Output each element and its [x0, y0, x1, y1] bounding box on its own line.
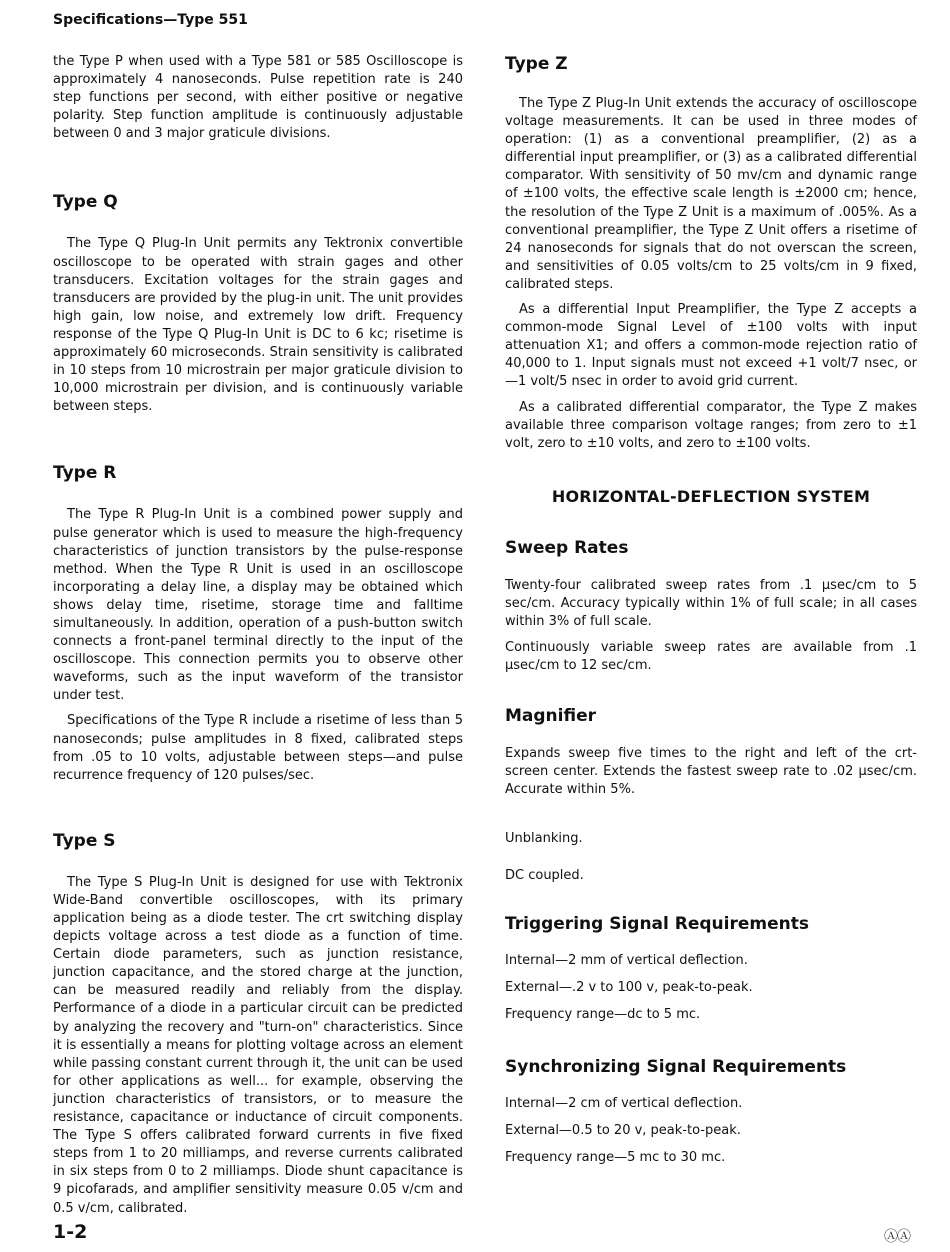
type-s-heading: Type S	[53, 830, 116, 851]
sweep-rates-paragraph-2: Continuously variable sweep rates are available from .1 μsec/cm to 12 sec/cm.	[505, 640, 917, 674]
type-z-paragraph-2: As a differential Input Preamplifier, the Type Z accepts a common-mode Signal Level of ±100 volts with input attenuation X1; and offers a common-mode rejection ratio of 40,000 to 1. Input signals must not exceed +1 volt/7 nsec, or —1 volt/5 nsec in order to avoid grid current.	[505, 302, 917, 390]
horizontal-deflection-heading: HORIZONTAL-DEFLECTION SYSTEM	[551, 486, 871, 506]
type-q-paragraph: The Type Q Plug-In Unit permits any Tektronix convertible oscilloscope to be operated with strain gages and other transducers. Excitation voltages for the strain gages and transducers are provided by the plug-in unit. The unit provides high gain, low noise, and extremely low drift. Frequency response of the Type Q Plug-In Unit is DC to 6 kc; risetime is approximately 60 microseconds. Strain sensitivity is calibrated in 10 steps from 10 microstrain per major graticule division to 10,000 microstrain per division, and is continuously variable between steps.	[53, 236, 463, 415]
tektronix-logo-icon: ⒶⒶ	[884, 1229, 910, 1245]
sweep-rates-heading: Sweep Rates	[505, 537, 629, 558]
triggering-frequency: Frequency range—dc to 5 mc.	[505, 1006, 701, 1022]
type-z-paragraph-3: As a calibrated differential comparator, the Type Z makes available three comparison voltage ranges; from zero to ±1 volt, zero to ±10 volts, and zero to ±100 volts.	[505, 399, 917, 451]
running-head: Specifications—Type 551	[53, 12, 248, 28]
magnifier-paragraph: Expands sweep five times to the right and left of the crt-screen center. Extends the fastest sweep rate to .02 μsec/cm. Accurate within 5%.	[505, 746, 917, 798]
type-s-paragraph: The Type S Plug-In Unit is designed for use with Tektronix Wide-Band convertible oscilloscopes, with its primary application being as a diode tester. The crt switching display depicts voltage across a test diode as a function of time. Certain diode parameters, such as junction resistance, junction capacitance, and the stored charge at the junction, can be measured readily and reliably from the display. Performance of a diode in a particular circuit can be predicted by analyzing the recovery and "turn-on" characteristics. Since it is essentially a means for plotting voltage across an element while passing constant current through it, the unit can be used for other applications as well... for example, observing the junction characteristics of transistors, or to measure the resistance, capacitance or inductance of circuit components. The Type S offers calibrated forward currents in five fixed steps from 1 to 20 milliamps, and reverse currents calibrated in six steps from 0 to 2 milliamps. Diode shunt capacitance is 9 picofarads, and amplifier sensitivity measure 0.05 v/cm and 0.5 v/cm, calibrated.	[53, 874, 464, 1216]
left-column	[53, 50, 463, 1218]
triggering-external: External—.2 v to 100 v, peak-to-peak.	[505, 979, 753, 995]
magnifier-heading: Magnifier	[505, 706, 597, 727]
unblanking-text: Unblanking.	[505, 830, 583, 846]
page-number: 1-2	[53, 1221, 88, 1243]
triggering-internal: Internal—2 mm of vertical deflection.	[505, 952, 748, 968]
type-z-heading: Type Z	[505, 54, 568, 74]
type-r-heading: Type R	[53, 463, 117, 484]
sweep-rates-paragraph-1: Twenty-four calibrated sweep rates from .1 μsec/cm to 5 sec/cm. Accuracy typically within 1% of full scale; in all cases within 3% of full scale.	[505, 577, 917, 629]
intro-paragraph: the Type P when used with a Type 581 or 585 Oscilloscope is approximately 4 nanoseconds. Pulse repetition rate is 240 step functions per second, with either positive or negative polarity. Step function amplitude is continuously adjustable between 0 and 3 major graticule divisions.	[53, 54, 463, 142]
dc-coupled-text: DC coupled.	[505, 867, 584, 883]
synchronizing-external: External—0.5 to 20 v, peak-to-peak.	[505, 1123, 741, 1139]
type-r-paragraph-2: Specifications of the Type R include a risetime of less than 5 nanoseconds; pulse amplitudes in 8 fixed, calibrated steps from .05 to 10 volts, adjustable between steps—and pulse recurrence frequency of 120 pulses/sec.	[53, 713, 463, 783]
synchronizing-frequency: Frequency range—5 mc to 30 mc.	[505, 1150, 726, 1166]
synchronizing-heading: Synchronizing Signal Requirements	[505, 1057, 847, 1077]
type-r-paragraph-1: The Type R Plug-In Unit is a combined power supply and pulse generator which is used to measure the high-frequency characteristics of junction transistors by the pulse-response method. When the Type R Unit is used in an oscilloscope incorporating a delay line, a display may be obtained which shows delay time, risetime, storage time and falltime simultaneously. In addition, operation of a push-button switch connects a front-panel terminal directly to the input of the oscilloscope. This connection permits you to observe other waveforms, such as the input waveform of the transistor under test.	[53, 507, 463, 704]
type-q-heading: Type Q	[53, 192, 118, 213]
right-column	[505, 50, 917, 1167]
triggering-heading: Triggering Signal Requirements	[505, 913, 809, 934]
synchronizing-internal: Internal—2 cm of vertical deflection.	[505, 1096, 743, 1111]
type-z-paragraph-1: The Type Z Plug-In Unit extends the accuracy of oscilloscope voltage measurements. It can be used in three modes of operation: (1) as a conventional preamplifier, (2) as a differential input preamplifier, or (3) as a calibrated differential comparator. With sensitivity of 50 mv/cm and dynamic range of ±100 volts, the effective scale length is ±2000 cm; hence, the resolution of the Type Z Unit is a maximum of .005%. As a conventional preamplifier, the Type Z Unit offers a risetime of 24 nanoseconds for signals that do not overscan the screen, and sensitivities of 0.05 volts/cm to 25 volts/cm in 9 fixed, calibrated steps.	[505, 96, 917, 292]
